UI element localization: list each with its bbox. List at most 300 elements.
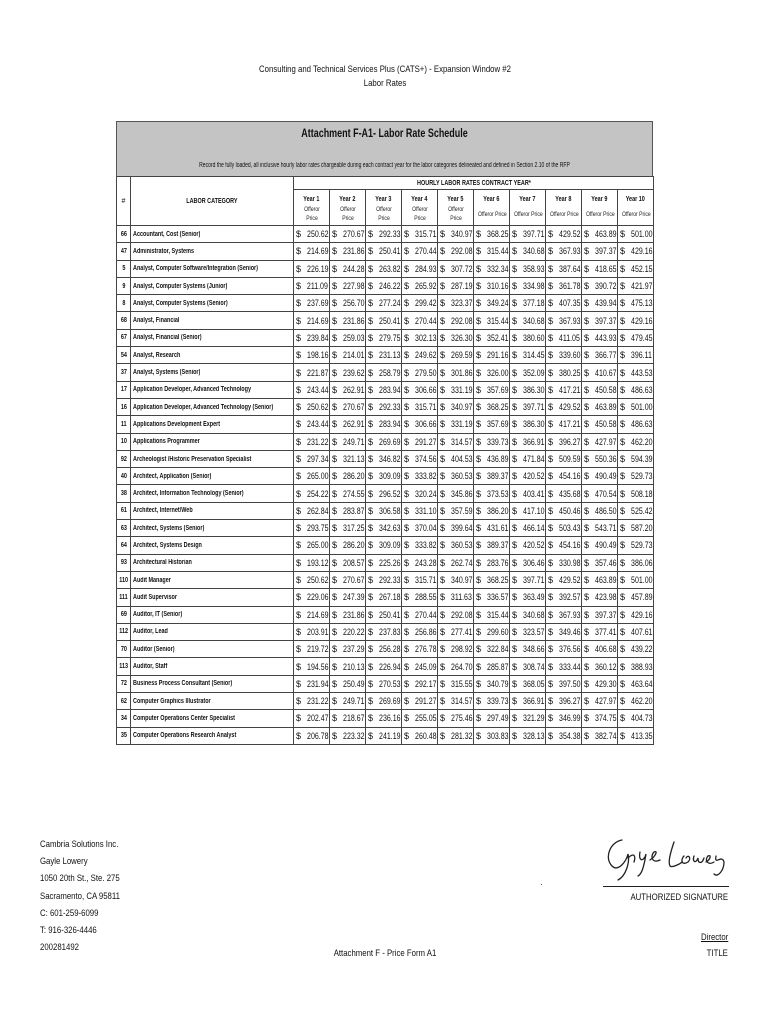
rate-cell (510, 641, 546, 658)
rate-cell (330, 589, 366, 606)
rate-cell (618, 277, 654, 294)
currency-symbol: $ (476, 298, 482, 309)
currency-symbol: $ (512, 263, 518, 274)
currency-symbol: $ (620, 713, 626, 724)
rate-value: 330.98 (559, 557, 581, 568)
currency-symbol: $ (296, 713, 302, 724)
currency-symbol: $ (404, 263, 410, 274)
rate-value: 352.41 (487, 332, 509, 343)
rate-cell (510, 658, 546, 675)
row-number (117, 571, 131, 588)
rate-value: 285.87 (487, 661, 509, 672)
currency-symbol: $ (512, 488, 518, 499)
rate-cell (438, 468, 474, 485)
currency-symbol: $ (332, 402, 338, 413)
rate-cell (474, 347, 510, 364)
rate-cell (474, 226, 510, 243)
rate-value: 236.16 (379, 713, 401, 724)
rate-cell (474, 398, 510, 415)
rate-cell (438, 364, 474, 381)
currency-symbol: $ (332, 696, 338, 707)
rate-cell (582, 554, 618, 571)
rate-cell (294, 416, 330, 433)
row-number (117, 502, 131, 519)
row-number (117, 450, 131, 467)
currency-symbol: $ (476, 436, 482, 447)
schedule-banner (116, 121, 653, 176)
rate-value: 243.44 (307, 384, 329, 395)
rate-value: 475.13 (631, 298, 653, 309)
rate-value: 450.46 (559, 505, 581, 516)
rate-cell (330, 520, 366, 537)
currency-symbol: $ (404, 626, 410, 637)
row-number (117, 468, 131, 485)
rate-cell (474, 277, 510, 294)
rate-cell (582, 381, 618, 398)
rate-value: 386.30 (523, 419, 545, 430)
rate-value: 214.69 (307, 609, 329, 620)
rate-value: 366.77 (595, 350, 617, 361)
labor-category (131, 416, 294, 433)
rate-value: 277.24 (379, 298, 401, 309)
document-title: Consulting and Technical Services Plus (CATS+) - Expansion Window #2 (259, 64, 511, 75)
currency-symbol: $ (296, 644, 302, 655)
rate-cell (582, 537, 618, 554)
rate-cell (582, 329, 618, 346)
currency-symbol: $ (512, 661, 518, 672)
currency-symbol: $ (548, 696, 554, 707)
labor-category (131, 295, 294, 312)
currency-symbol: $ (368, 557, 374, 568)
rate-cell (474, 537, 510, 554)
rate-value: 429.52 (559, 229, 581, 240)
rate-value: 283.94 (379, 419, 401, 430)
currency-symbol: $ (620, 678, 626, 689)
currency-symbol: $ (404, 678, 410, 689)
currency-symbol: $ (620, 384, 626, 395)
rate-value: 463.64 (631, 678, 653, 689)
rate-value: 315.44 (487, 609, 509, 620)
rate-cell (402, 295, 438, 312)
currency-symbol: $ (368, 315, 374, 326)
currency-symbol: $ (584, 436, 590, 447)
rate-cell (330, 398, 366, 415)
rate-value: 265.92 (415, 281, 437, 292)
rate-value: 297.49 (487, 713, 509, 724)
rate-value: 311.63 (450, 592, 472, 603)
rate-value: 292.33 (379, 229, 401, 240)
currency-symbol: $ (548, 592, 554, 603)
rate-value: 265.00 (307, 540, 329, 551)
labor-category-text: Applications Programmer (133, 438, 200, 446)
rate-value: 269.69 (379, 696, 401, 707)
rate-value: 307.72 (451, 263, 473, 274)
rate-cell (402, 675, 438, 692)
currency-symbol: $ (404, 281, 410, 292)
currency-symbol: $ (368, 730, 374, 741)
rate-cell (402, 571, 438, 588)
rate-cell (618, 416, 654, 433)
currency-symbol: $ (404, 730, 410, 741)
rate-cell (510, 277, 546, 294)
rate-cell (438, 727, 474, 744)
rate-cell (294, 589, 330, 606)
rate-value: 320.24 (415, 488, 437, 499)
row-number (117, 364, 131, 381)
rate-value: 358.93 (523, 263, 545, 274)
rate-cell (582, 693, 618, 710)
currency-symbol: $ (404, 661, 410, 672)
rate-cell (294, 710, 330, 727)
currency-symbol: $ (296, 575, 302, 586)
currency-symbol: $ (368, 332, 374, 343)
currency-symbol: $ (332, 540, 338, 551)
rate-value: 333.82 (415, 540, 437, 551)
company-block (40, 836, 120, 956)
currency-symbol: $ (404, 454, 410, 464)
labor-category-text: Application Developer, Advanced Technology (Senior) (133, 403, 274, 411)
rate-cell (582, 710, 618, 727)
rate-value: 309.09 (379, 471, 401, 482)
labor-category (131, 398, 294, 415)
currency-symbol: $ (476, 575, 482, 586)
rate-value: 471.84 (523, 454, 545, 464)
currency-symbol: $ (332, 644, 338, 655)
rate-value: 270.67 (343, 229, 365, 240)
rate-cell (402, 260, 438, 277)
rate-value: 249.71 (343, 696, 365, 707)
rate-value: 397.71 (523, 575, 545, 586)
authorized-signature-label: AUTHORIZED SIGNATURE (630, 892, 728, 903)
rate-value: 388.93 (631, 661, 653, 672)
currency-symbol: $ (368, 523, 374, 534)
rate-value: 270.67 (343, 402, 365, 413)
currency-symbol: $ (476, 454, 482, 464)
rate-cell (402, 226, 438, 243)
row-number-text: 34 (120, 714, 127, 722)
rate-cell (582, 433, 618, 450)
rate-cell (294, 468, 330, 485)
rate-cell (366, 537, 402, 554)
labor-category-text: Computer Graphics Illustrator (133, 697, 211, 705)
rate-value: 211.09 (306, 281, 328, 292)
rate-cell (294, 502, 330, 519)
row-number (117, 485, 131, 502)
table-row (117, 658, 654, 675)
currency-symbol: $ (476, 315, 482, 326)
rate-value: 380.25 (559, 367, 581, 378)
rate-value: 418.65 (595, 263, 617, 274)
currency-symbol: $ (404, 557, 410, 568)
rate-cell (294, 295, 330, 312)
currency-symbol: $ (476, 281, 482, 292)
currency-symbol: $ (476, 419, 482, 430)
currency-symbol: $ (296, 436, 302, 447)
currency-symbol: $ (440, 713, 446, 724)
year-header (582, 190, 618, 204)
rate-value: 265.00 (307, 471, 329, 482)
rate-value: 250.62 (307, 229, 329, 240)
rate-value: 326.30 (451, 332, 473, 343)
currency-symbol: $ (512, 730, 518, 741)
rate-value: 340.68 (523, 246, 545, 257)
table-row (117, 381, 654, 398)
currency-symbol: $ (368, 436, 374, 447)
row-number-text: 63 (120, 524, 127, 532)
row-number (117, 623, 131, 640)
currency-symbol: $ (296, 505, 302, 516)
row-number (117, 381, 131, 398)
currency-symbol: $ (584, 713, 590, 724)
currency-symbol: $ (368, 713, 374, 724)
rate-value: 348.66 (523, 644, 545, 655)
currency-symbol: $ (584, 557, 590, 568)
rate-cell (438, 260, 474, 277)
rate-cell (366, 277, 402, 294)
rate-value: 490.49 (595, 471, 617, 482)
rate-cell (582, 226, 618, 243)
currency-symbol: $ (440, 488, 446, 499)
labor-category (131, 502, 294, 519)
offeror-price-header (330, 203, 366, 226)
year-header (474, 190, 510, 204)
rate-value: 429.52 (559, 402, 581, 413)
currency-symbol: $ (368, 488, 374, 499)
labor-category (131, 243, 294, 260)
row-number (117, 520, 131, 537)
currency-symbol: $ (404, 229, 410, 240)
rate-value: 333.82 (415, 471, 437, 482)
currency-symbol: $ (404, 609, 410, 620)
rate-cell (402, 416, 438, 433)
rate-value: 397.50 (559, 678, 581, 689)
currency-symbol: $ (512, 367, 518, 378)
currency-symbol: $ (332, 229, 338, 240)
rate-cell (366, 710, 402, 727)
currency-symbol: $ (620, 298, 626, 309)
rate-value: 225.26 (379, 557, 401, 568)
col-header-number (117, 177, 131, 226)
currency-symbol: $ (440, 246, 446, 257)
rate-value: 250.41 (379, 246, 401, 257)
rate-value: 336.57 (487, 592, 509, 603)
group-header-label: HOURLY LABOR RATES CONTRACT YEAR* (416, 179, 531, 187)
currency-symbol: $ (512, 644, 518, 655)
rate-value: 237.69 (307, 298, 329, 309)
rate-value: 243.44 (307, 419, 329, 430)
year-label: Year 5 (447, 196, 464, 203)
labor-category-text: Architect, Systems Design (133, 541, 202, 549)
currency-symbol: $ (296, 246, 302, 257)
rate-cell (402, 364, 438, 381)
currency-symbol: $ (332, 350, 338, 361)
rate-value: 291.27 (415, 696, 437, 707)
offeror-price-label: Offeror Price (375, 206, 392, 222)
rate-cell (366, 571, 402, 588)
labor-category-text: Audit Supervisor (133, 593, 177, 601)
row-number (117, 295, 131, 312)
rate-cell (330, 727, 366, 744)
rate-cell (510, 398, 546, 415)
currency-symbol: $ (368, 575, 374, 586)
currency-symbol: $ (296, 454, 302, 464)
company-line: Sacramento, CA 95811 (40, 890, 120, 902)
rate-value: 259.03 (343, 332, 365, 343)
labor-category (131, 381, 294, 398)
rate-value: 431.61 (487, 523, 509, 534)
rate-value: 321.13 (343, 454, 365, 464)
currency-symbol: $ (512, 609, 518, 620)
row-number-text: 67 (120, 334, 127, 342)
currency-symbol: $ (368, 419, 374, 430)
rate-value: 508.18 (631, 488, 653, 499)
rate-value: 244.28 (343, 263, 365, 274)
rate-value: 275.46 (451, 713, 473, 724)
rate-cell (294, 658, 330, 675)
rate-value: 389.37 (487, 540, 509, 551)
rate-cell (438, 502, 474, 519)
currency-symbol: $ (620, 696, 626, 707)
currency-symbol: $ (476, 661, 482, 672)
rate-value: 218.67 (343, 713, 365, 724)
company-line: Gayle Lowery (40, 856, 88, 868)
rate-value: 429.16 (631, 315, 653, 326)
rate-value: 404.73 (631, 713, 653, 724)
labor-category-text: Architect, Information Technology (Senior) (133, 490, 244, 498)
rate-value: 363.49 (523, 592, 545, 603)
rate-cell (546, 277, 582, 294)
rate-cell (474, 675, 510, 692)
labor-category (131, 312, 294, 329)
labor-category (131, 658, 294, 675)
currency-symbol: $ (296, 315, 302, 326)
currency-symbol: $ (440, 696, 446, 707)
rate-cell (510, 433, 546, 450)
row-number (117, 347, 131, 364)
rate-cell (402, 277, 438, 294)
currency-symbol: $ (440, 730, 446, 741)
year-header (402, 190, 438, 204)
rate-cell (510, 537, 546, 554)
rate-value: 226.94 (379, 661, 401, 672)
rate-value: 368.25 (487, 575, 509, 586)
year-label: Year 6 (483, 196, 500, 203)
labor-category-text: Auditor, IT (Senior) (133, 611, 183, 619)
rate-value: 260.48 (415, 730, 437, 741)
rate-value: 462.20 (631, 436, 653, 447)
currency-symbol: $ (404, 696, 410, 707)
rate-value: 262.91 (343, 384, 365, 395)
rate-value: 276.78 (415, 644, 437, 655)
rate-cell (366, 260, 402, 277)
rate-value: 306.66 (415, 419, 437, 430)
currency-symbol: $ (512, 540, 518, 551)
rate-cell (510, 727, 546, 744)
rate-cell (474, 571, 510, 588)
rate-cell (330, 710, 366, 727)
table-row (117, 295, 654, 312)
currency-symbol: $ (620, 419, 626, 430)
rate-cell (618, 537, 654, 554)
rate-value: 306.46 (523, 557, 545, 568)
rate-cell (582, 606, 618, 623)
currency-symbol: $ (584, 229, 590, 240)
rate-cell (582, 364, 618, 381)
rate-cell (582, 485, 618, 502)
row-number (117, 329, 131, 346)
currency-symbol: $ (296, 626, 302, 637)
currency-symbol: $ (548, 661, 554, 672)
labor-category-text: Application Developer, Advanced Technology (133, 386, 252, 394)
rate-cell (546, 312, 582, 329)
year-label: Year 1 (303, 196, 320, 203)
currency-symbol: $ (548, 350, 554, 361)
rate-value: 377.18 (523, 298, 545, 309)
rate-value: 587.20 (631, 523, 653, 534)
currency-symbol: $ (440, 263, 446, 274)
rate-value: 439.94 (595, 298, 617, 309)
rate-cell (618, 502, 654, 519)
rate-value: 340.97 (451, 229, 473, 240)
rate-value: 354.38 (559, 730, 581, 741)
currency-symbol: $ (440, 661, 446, 672)
rate-cell (438, 520, 474, 537)
currency-symbol: $ (296, 350, 302, 361)
currency-symbol: $ (296, 592, 302, 603)
rate-value: 486.50 (595, 505, 617, 516)
rate-value: 302.13 (415, 332, 437, 343)
rate-value: 262.74 (451, 557, 473, 568)
rate-cell (582, 658, 618, 675)
rate-value: 243.28 (415, 557, 437, 568)
title-label: TITLE (706, 948, 728, 959)
rate-value: 407.35 (559, 298, 581, 309)
document-subtitle: Labor Rates (363, 78, 407, 89)
offeror-price-header (402, 203, 438, 226)
rate-cell (510, 571, 546, 588)
rate-cell (582, 450, 618, 467)
rate-cell (402, 347, 438, 364)
rate-value: 296.52 (379, 488, 401, 499)
currency-symbol: $ (440, 436, 446, 447)
rate-cell (546, 243, 582, 260)
currency-symbol: $ (368, 263, 374, 274)
currency-symbol: $ (584, 661, 590, 672)
rate-value: 462.20 (631, 696, 653, 707)
currency-symbol: $ (584, 471, 590, 482)
rate-value: 315.71 (415, 229, 437, 240)
currency-symbol: $ (620, 367, 626, 378)
rate-cell (510, 312, 546, 329)
rate-value: 361.78 (559, 281, 581, 292)
rate-cell (618, 641, 654, 658)
rate-cell (294, 329, 330, 346)
currency-symbol: $ (404, 488, 410, 499)
rate-cell (582, 277, 618, 294)
currency-symbol: $ (332, 678, 338, 689)
rate-value: 258.79 (379, 367, 401, 378)
company-line: T: 916-326-4446 (40, 925, 97, 937)
currency-symbol: $ (512, 315, 518, 326)
row-number (117, 693, 131, 710)
rate-value: 221.87 (307, 367, 329, 378)
rate-cell (510, 520, 546, 537)
currency-symbol: $ (512, 592, 518, 603)
rate-cell (402, 502, 438, 519)
currency-symbol: $ (404, 523, 410, 534)
rate-cell (294, 623, 330, 640)
col-number-label: # (121, 197, 126, 205)
